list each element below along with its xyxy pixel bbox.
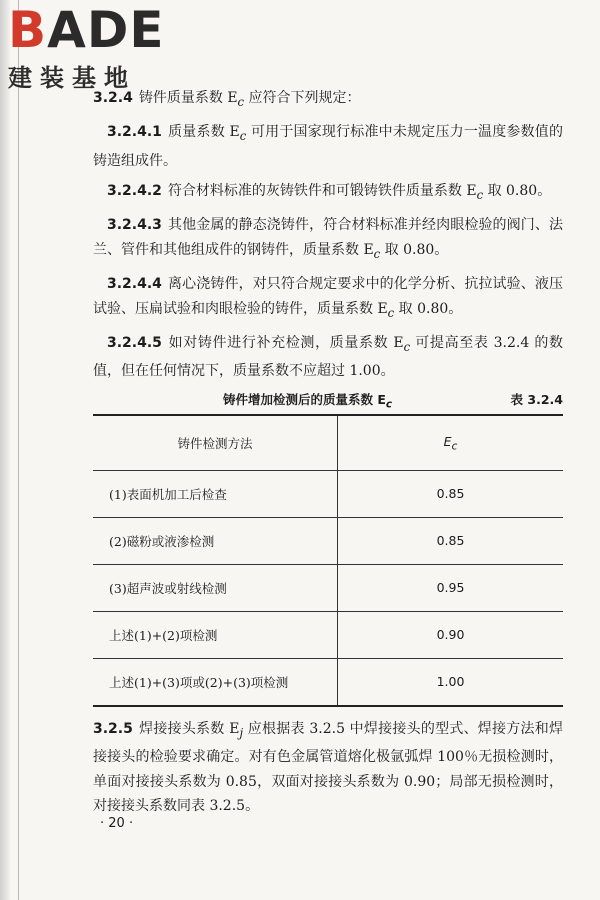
section-3-2-5 <box>93 717 563 819</box>
row-method: 上述(1)+(3)项或(2)+(3)项检测 <box>93 658 338 706</box>
section-subscript: c <box>237 94 245 109</box>
clause-text-tail: 取 0.80。 <box>483 183 552 200</box>
logo-wordmark-rest: ADE <box>47 1 165 59</box>
clause-number: 3.2.4.5 <box>107 334 162 351</box>
clause-text-tail: 可提高至表 3.2.4 的数值，但在任何情况下，质量系数不应超过 1.00。 <box>93 334 563 380</box>
clause-text: 其他金属的静态浇铸件，符合材料标准并经肉眼检验的阀门、法兰、管件和其他组成件的钢铸件，质量系数 E <box>93 217 563 258</box>
clause-number: 3.2.4.1 <box>107 124 162 141</box>
header-value-symbol: E <box>443 433 452 449</box>
section-text: 焊接接头系数 E <box>138 720 240 737</box>
row-method: (1)表面机加工后检查 <box>93 470 338 517</box>
header-method: 铸件检测方法 <box>93 415 338 471</box>
table-header-row <box>93 415 563 471</box>
row-value: 1.00 <box>338 658 564 706</box>
clause-number: 3.2.4.2 <box>107 183 162 200</box>
row-value: 0.85 <box>338 517 564 564</box>
table-label: 表 3.2.4 <box>510 391 563 407</box>
table-row <box>93 470 563 517</box>
clause-text: 如对铸件进行补充检测，质量系数 E <box>167 334 404 351</box>
clause-text-tail: 可用于国家现行标准中未规定压力一温度参数值的铸造组成件。 <box>93 124 564 169</box>
clause-3-2-4-4 <box>93 272 563 325</box>
table-row <box>93 611 563 658</box>
row-method: 上述(1)+(2)项检测 <box>93 611 338 658</box>
table-row <box>93 658 563 706</box>
watermark-logo <box>8 1 165 93</box>
clause-subscript: c <box>387 305 395 320</box>
clause-text-tail: 取 0.80。 <box>394 300 463 317</box>
row-value: 0.95 <box>338 564 564 611</box>
row-value: 0.85 <box>338 470 564 517</box>
clause-number: 3.2.4.3 <box>107 217 162 234</box>
clause-subscript: c <box>239 129 247 144</box>
clause-3-2-4-5 <box>93 331 563 384</box>
table-title <box>223 390 392 411</box>
section-subscript: j <box>239 725 244 740</box>
page-margin-line <box>18 0 19 900</box>
page-spine-shadow <box>0 0 10 900</box>
section-text-tail: 应符合下列规定： <box>244 90 361 106</box>
clause-subscript: c <box>403 339 411 354</box>
clause-3-2-4-2 <box>93 179 563 207</box>
row-method: (2)磁粉或液渗检测 <box>93 517 338 564</box>
clause-subscript: c <box>476 187 484 202</box>
header-value-subscript: c <box>451 440 458 453</box>
quality-factor-table <box>93 414 563 707</box>
clause-number: 3.2.4.4 <box>107 276 162 293</box>
section-number: 3.2.4 <box>93 90 133 106</box>
header-value <box>338 415 564 471</box>
table-row <box>93 517 563 564</box>
table-caption <box>93 390 563 410</box>
row-method: (3)超声波或射线检测 <box>93 564 338 611</box>
clause-text: 离心浇铸件，对只符合规定要求中的化学分析、抗拉试验、液压试验、压扁试验和肉眼检验的铸件，质量系数 E <box>93 276 563 317</box>
row-value: 0.90 <box>338 611 564 658</box>
clause-text-tail: 取 0.80。 <box>380 241 449 258</box>
document-body <box>93 86 563 825</box>
logo-accent-letter: B <box>8 1 48 59</box>
section-text-tail: 应根据表 3.2.5 中焊接接头的型式、焊接方法和焊接接头的检验要求确定。对有色金属管道熔化极氩弧焊 100％无损检测时，单面对接接头系数为 0.85，双面对接接头系数为 0.90；局部无损检测时，对接接头系数同表 3.2.5。 <box>93 720 563 815</box>
logo-subtitle: 建装基地 <box>8 64 136 92</box>
clause-subscript: c <box>373 246 381 261</box>
table-title-text: 铸件增加检测后的质量系数 E <box>223 391 386 407</box>
section-text: 铸件质量系数 E <box>138 90 238 106</box>
clause-text: 符合材料标准的灰铸铁件和可锻铸铁件质量系数 E <box>167 183 477 200</box>
table-row <box>93 564 563 611</box>
clause-text: 质量系数 E <box>167 124 240 141</box>
section-number: 3.2.5 <box>93 720 133 737</box>
clause-3-2-4-1 <box>93 120 563 173</box>
page-number: · 20 · <box>100 816 134 831</box>
table-title-subscript: c <box>385 398 393 411</box>
logo-wordmark <box>8 1 165 59</box>
clause-3-2-4-3 <box>93 213 563 266</box>
section-3-2-4-heading <box>93 86 563 114</box>
